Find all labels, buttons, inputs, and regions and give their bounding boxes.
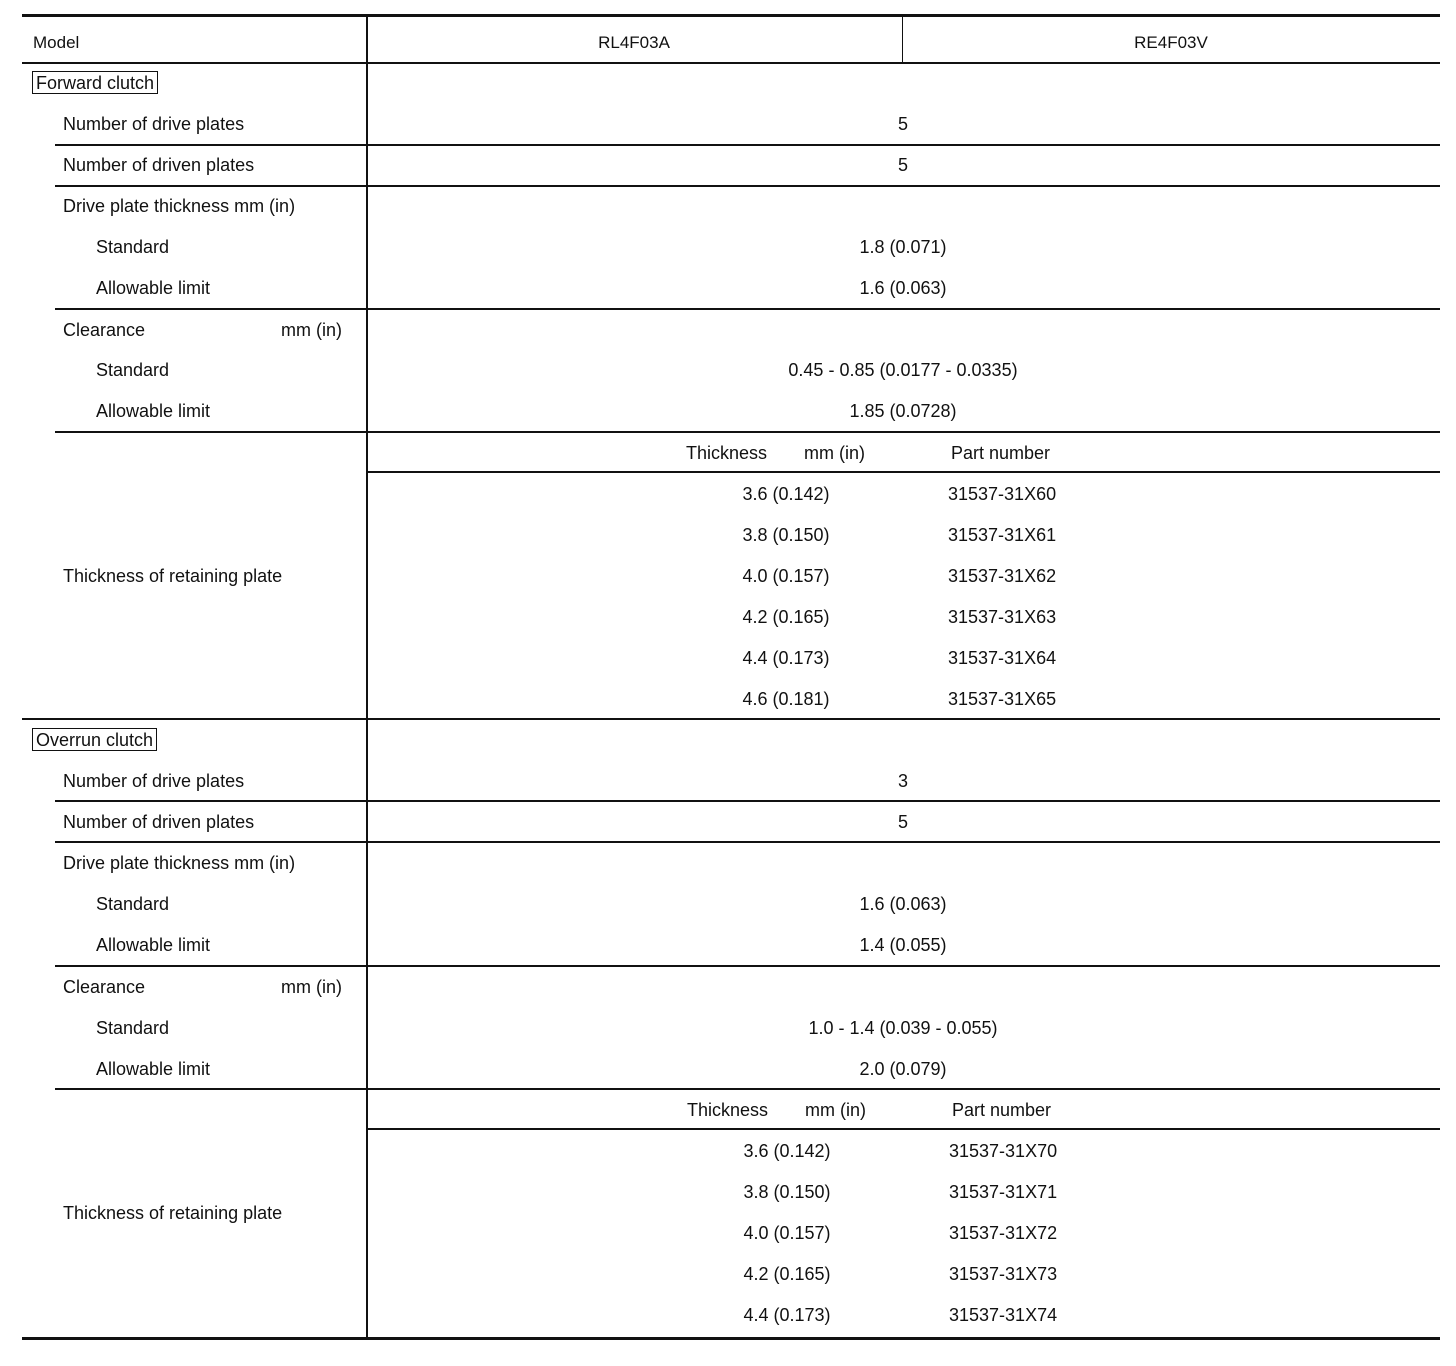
row-rule [55,185,1440,187]
model-re4f03v: RE4F03V [1134,33,1208,52]
forward-row-part: 31537-31X65 [948,689,1057,709]
overrun-row-part: 31537-31X71 [949,1182,1058,1202]
row-rule [55,841,1440,843]
model-rl4f03a: RL4F03A [598,33,670,52]
forward-col-thickness: Thickness [686,443,768,463]
row-rule [55,431,1440,433]
forward-clearance-limit-label: Allowable limit [96,401,211,421]
overrun-row-part: 31537-31X72 [949,1223,1058,1243]
forward-driven-plates-label: Number of driven plates [63,155,255,175]
overrun-driven-plates-label: Number of driven plates [63,812,255,832]
overrun-row-thickness: 4.4 (0.173) [743,1305,831,1325]
forward-driven-plates-value: 5 [897,155,909,175]
overrun-clutch-title: Overrun clutch [32,728,157,751]
forward-clearance-limit: 1.85 (0.0728) [849,401,957,421]
forward-row-part: 31537-31X64 [948,648,1057,668]
forward-col-part: Part number [951,443,1051,463]
overrun-col-unit: mm (in) [805,1100,866,1120]
overrun-row-part: 31537-31X70 [949,1141,1058,1161]
forward-row-part: 31537-31X61 [948,525,1057,545]
subtable-header-rule [366,471,1440,473]
overrun-thickness-limit: 1.4 (0.055) [859,935,947,955]
forward-thickness-limit: 1.6 (0.063) [859,278,947,298]
header-bottom-rule [22,62,1440,64]
overrun-retaining-label: Thickness of retaining plate [63,1203,283,1223]
table-bottom-rule [22,1337,1440,1340]
overrun-driven-plates-value: 5 [897,812,909,832]
forward-row-thickness: 4.4 (0.173) [742,648,830,668]
forward-clearance-standard: 0.45 - 0.85 (0.0177 - 0.0335) [788,360,1018,380]
forward-col-unit: mm (in) [804,443,865,463]
row-rule [55,1088,1440,1090]
overrun-row-thickness: 3.6 (0.142) [743,1141,831,1161]
overrun-row-part: 31537-31X73 [949,1264,1058,1284]
overrun-row-thickness: 4.2 (0.165) [743,1264,831,1284]
overrun-drive-plates-value: 3 [897,771,909,791]
row-rule [55,308,1440,310]
model-label: Model [33,33,80,52]
forward-row-part: 31537-31X62 [948,566,1057,586]
forward-standard-label: Standard [96,237,170,257]
forward-limit-label: Allowable limit [96,278,211,298]
table-top-rule [22,14,1440,17]
model-column-divider [902,14,903,63]
overrun-clearance-standard-label: Standard [96,1018,170,1038]
forward-clearance-label: Clearance [63,320,146,340]
forward-drive-plates-value: 5 [897,114,909,134]
forward-row-part: 31537-31X60 [948,484,1057,504]
row-rule [55,144,1440,146]
overrun-clearance-standard: 1.0 - 1.4 (0.039 - 0.055) [808,1018,998,1038]
forward-thickness-label: Drive plate thickness mm (in) [63,196,296,216]
forward-retaining-label: Thickness of retaining plate [63,566,283,586]
overrun-clearance-limit: 2.0 (0.079) [859,1059,947,1079]
forward-row-thickness: 3.6 (0.142) [742,484,830,504]
overrun-drive-plates-label: Number of drive plates [63,771,245,791]
forward-clearance-unit: mm (in) [281,320,342,340]
overrun-thickness-label: Drive plate thickness mm (in) [63,853,296,873]
forward-clearance-standard-label: Standard [96,360,170,380]
forward-thickness-standard: 1.8 (0.071) [859,237,947,257]
forward-row-thickness: 4.0 (0.157) [742,566,830,586]
subtable-header-rule [366,1128,1440,1130]
forward-row-part: 31537-31X63 [948,607,1057,627]
overrun-clearance-limit-label: Allowable limit [96,1059,211,1079]
forward-row-thickness: 4.6 (0.181) [742,689,830,709]
row-rule [55,800,1440,802]
forward-row-thickness: 3.8 (0.150) [742,525,830,545]
section-rule [22,718,1440,720]
overrun-row-thickness: 3.8 (0.150) [743,1182,831,1202]
overrun-limit-label: Allowable limit [96,935,211,955]
overrun-clearance-label: Clearance [63,977,146,997]
overrun-standard-label: Standard [96,894,170,914]
overrun-thickness-standard: 1.6 (0.063) [859,894,947,914]
overrun-clearance-unit: mm (in) [281,977,342,997]
overrun-col-part: Part number [952,1100,1052,1120]
forward-row-thickness: 4.2 (0.165) [742,607,830,627]
forward-clutch-title: Forward clutch [32,71,158,94]
overrun-col-thickness: Thickness [687,1100,769,1120]
overrun-row-part: 31537-31X74 [949,1305,1058,1325]
overrun-row-thickness: 4.0 (0.157) [743,1223,831,1243]
forward-drive-plates-label: Number of drive plates [63,114,245,134]
row-rule [55,965,1440,967]
label-column-divider [366,14,368,1339]
